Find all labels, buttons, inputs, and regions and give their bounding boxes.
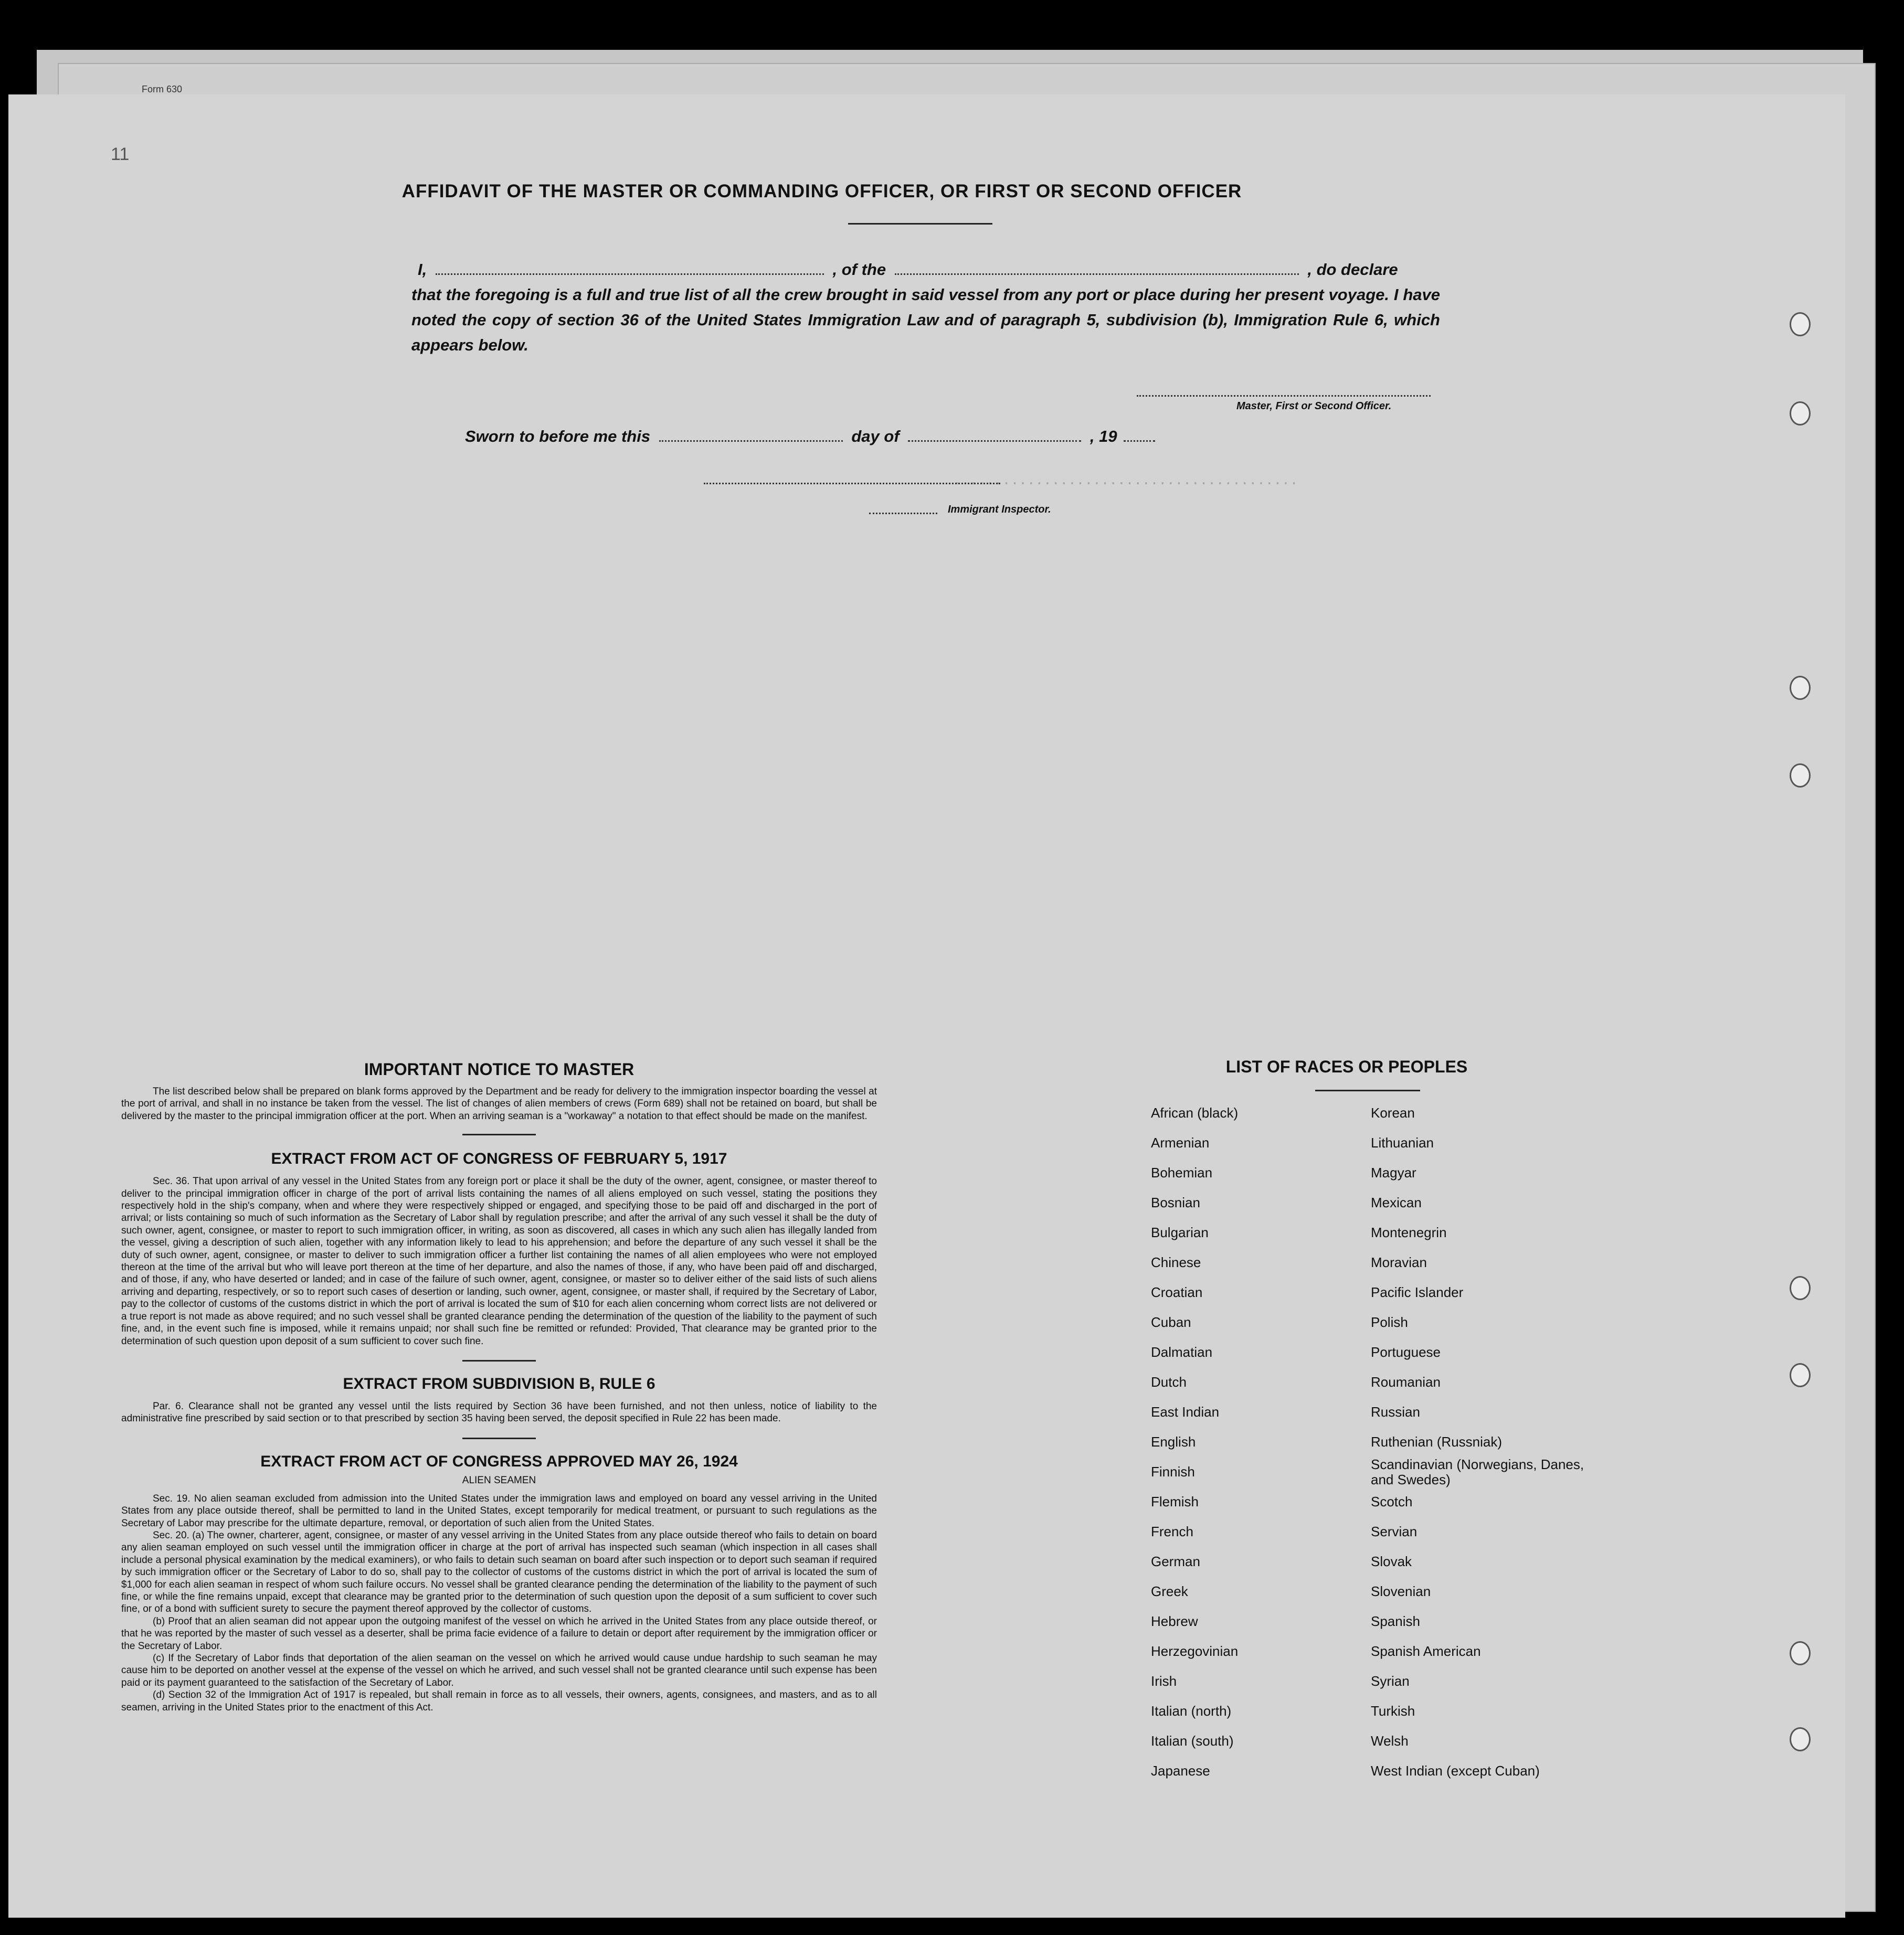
race-item: Flemish (1151, 1494, 1199, 1509)
races-left-column (1151, 1098, 1350, 1786)
race-item: Mexican (1371, 1195, 1422, 1210)
sworn-month-field[interactable] (908, 440, 1081, 442)
race-item: Bulgarian (1151, 1225, 1209, 1240)
day-of-label: day of (851, 427, 900, 445)
race-item: Armenian (1151, 1135, 1210, 1151)
page-number: 11 (111, 144, 130, 164)
race-item: Roumanian (1371, 1374, 1441, 1390)
race-item: Scandinavian (Norwegians, Danes, and Swedes) (1371, 1456, 1584, 1487)
races-right-column (1371, 1098, 1591, 1786)
race-item: Russian (1371, 1404, 1420, 1420)
declarant-prefix: I, (418, 260, 427, 279)
race-item: Portuguese (1371, 1344, 1441, 1360)
of-the-label: , of the (832, 260, 886, 279)
race-item: Cuban (1151, 1314, 1191, 1330)
race-item: Welsh (1371, 1733, 1409, 1749)
race-item: Slovak (1371, 1554, 1412, 1569)
binder-hole (1790, 763, 1811, 788)
extract-1917-body: Sec. 36. That upon arrival of any vessel in the United States from any foreign port or place it shall be the duty of the owner, agent, consignee, or master thereof to deliver to the principal immigration officer in charge of the port of arrival lists containing the names of all aliens employed on such vessel, stating the positions they respectively hold in the ship's company, when and where they were respectively shipped or engaged, and specifying those to be paid off and discharged in the port of arrival; or lists containing so much of such information as the Secretary of Labor shall by regulation prescribe; and after the arrival of any such vessel it shall be the duty of such owner, agent, consignee, or master to report to such immigration officer, in writing, as soon as discovered, all cases in which any such alien has illegally landed from the vessel, giving a description of such alien, together with any information likely to lead to his apprehension; and before the departure of any such vessel it shall be the duty of such owner, agent, consignee, or master to deliver to such immigration officer a further list containing the names of all alien employees who were not employed thereon at the time of the arrival but who will leave port thereon at the time of her departure, and also the names of those, if any, who have been paid off and discharged, and of those, if any, who have deserted or landed; and in case of the failure of such owner, agent, consignee, or master so to deliver either of the said lists of such aliens arriving and departing, respectively, or so to report such cases of desertion or landing, such owner, agent, consignee, or master shall, if required by the Secretary of Labor, pay to the collector of customs of the customs district in which the port of arrival is located the sum of $10 for each alien concerning whom correct lists are not delivered or a true report is not made as above required; and no such vessel shall be granted clearance pending the determination of the question of the liability to the payment of such fine, and, in the event such fine is imposed, while it remains unpaid; nor shall such fine be remitted or refunded: Provided, That clearance may be granted prior to the determination of such question upon deposit of a sum sufficient to cover such fine. (121, 1176, 877, 1347)
inspector-signature-line[interactable] (704, 483, 1000, 484)
notice-body: The list described below shall be prepared on blank forms approved by the Department and be ready for delivery to the immigration inspector boarding the vessel at the port of arrival, and shall in no instance be taken from the vessel. The list of changes of alien members of crews (Form 689) shall not be retained on board, but shall be delivered by the master to the principal immigration officer at the port. When an arriving seaman is a "workaway" a notation to that effect should be made on the manifest. (121, 1086, 877, 1122)
binder-hole (1790, 401, 1811, 426)
race-item: Korean (1371, 1105, 1415, 1121)
form-corner-label: Form 630 (142, 84, 183, 94)
race-item: West Indian (except Cuban) (1371, 1763, 1540, 1779)
race-item: Dutch (1151, 1374, 1187, 1390)
race-item: Pacific Islander (1371, 1284, 1464, 1300)
race-item: Italian (north) (1151, 1703, 1232, 1719)
binder-hole (1790, 1641, 1811, 1665)
inspector-label: Immigrant Inspector. (948, 504, 1051, 515)
race-item: African (black) (1151, 1105, 1239, 1121)
race-item: Servian (1371, 1524, 1418, 1539)
binder-hole (1790, 1276, 1811, 1300)
notice-heading: IMPORTANT NOTICE TO MASTER (364, 1060, 634, 1079)
divider (462, 1438, 536, 1439)
extract-1924-heading: EXTRACT FROM ACT OF CONGRESS APPROVED MAY 26, 1924 (260, 1452, 738, 1470)
race-item: Ruthenian (Russniak) (1371, 1434, 1503, 1450)
declaration-body: that the foregoing is a full and true list of all the crew brought in said vessel from any port or place during her present voyage. I have noted the copy of section 36 of the United States Immigration Law and of paragraph 5, subdivision (b), Immigration Rule 6, which appears below. (411, 285, 1440, 354)
race-item: Slovenian (1371, 1583, 1431, 1599)
name-field[interactable] (436, 273, 824, 275)
sworn-year-field[interactable] (1124, 440, 1155, 442)
binder-hole (1790, 1363, 1811, 1387)
race-item: Scotch (1371, 1494, 1413, 1509)
affidavit-title: AFFIDAVIT OF THE MASTER OR COMMANDING OFFICER, OR FIRST OR SECOND OFFICER (401, 181, 1242, 201)
title-underline (848, 223, 992, 225)
extract-1924-sec20a: Sec. 20. (a) The owner, charterer, agent, consignee, or master of any vessel arriving in the United States from any place outside thereof who fails to detain on board any alien seaman employed on such vessel until the immigration officer in charge at the port of arrival has inspected such seaman (which inspection in all cases shall include a personal physical examination by the medical examiners), or who fails to detain such seaman on board after such inspection or to deport such seaman if required by such immigration officer or the Secretary of Labor to do so, shall pay to the collector of customs of the customs district in which the port of arrival is located the sum of $1,000 for each alien seaman in respect of whom such failure occurs. No vessel shall be granted clearance pending the determination of the liability to the payment of such fine, or while the fine remains unpaid, except that clearance may be granted prior to the determination of such question upon the deposit of a sum sufficient to cover such fine, or of a bond with sufficient surety to secure the payment thereof approved by the collector of customs. (121, 1529, 877, 1615)
signature-line[interactable] (1137, 395, 1431, 397)
extract-1917-heading: EXTRACT FROM ACT OF CONGRESS OF FEBRUARY 5, 1917 (271, 1150, 727, 1168)
race-item: French (1151, 1524, 1193, 1539)
race-item: Irish (1151, 1673, 1177, 1689)
race-item: Polish (1371, 1314, 1408, 1330)
divider (462, 1360, 536, 1362)
bleed-through: .......................................... (953, 472, 1298, 488)
race-item: Lithuanian (1371, 1135, 1434, 1151)
inspector-short-line (869, 513, 937, 514)
race-item: English (1151, 1434, 1196, 1450)
extract-rule6-body: Par. 6. Clearance shall not be granted any vessel until the lists required by Section 36 have been furnished, and not then unless, notice of liability to the administrative fine prescribed by said section or to that prescribed by section 35 having been served, the deposit specified in Rule 22 has been made. (121, 1400, 877, 1424)
race-item: Bosnian (1151, 1195, 1200, 1210)
extract-1924-subheading: ALIEN SEAMEN (462, 1474, 536, 1486)
race-item: Spanish (1371, 1613, 1420, 1629)
race-item: Syrian (1371, 1673, 1410, 1689)
race-item: Moravian (1371, 1254, 1427, 1270)
extract-rule6-heading: EXTRACT FROM SUBDIVISION B, RULE 6 (343, 1375, 655, 1392)
race-item: Montenegrin (1371, 1225, 1447, 1240)
race-item: Dalmatian (1151, 1344, 1213, 1360)
form-page (8, 94, 1845, 1918)
do-declare-label: , do declare (1307, 260, 1398, 279)
race-item: Bohemian (1151, 1165, 1213, 1181)
race-item: Hebrew (1151, 1613, 1198, 1629)
race-item: Turkish (1371, 1703, 1415, 1719)
race-item: Spanish American (1371, 1643, 1481, 1659)
sworn-line (465, 424, 1200, 449)
race-item: Finnish (1151, 1464, 1195, 1480)
signature-label: Master, First or Second Officer. (1236, 400, 1392, 412)
divider (462, 1134, 536, 1135)
race-item: Magyar (1371, 1165, 1416, 1181)
vessel-field[interactable] (895, 273, 1299, 275)
race-item: Chinese (1151, 1254, 1201, 1270)
race-item: East Indian (1151, 1404, 1220, 1420)
binder-hole (1790, 312, 1811, 336)
extract-1924-sec19: Sec. 19. No alien seaman excluded from admission into the United States under the immigration laws and employed on board any vessel arriving in the United States from any place outside thereof, shall be permitted to land in the United States, except temporarily for medical treatment, or pursuant to such regulations as the Secretary of Labor may prescribe for the ultimate departure, removal, or deportation of such alien from the United States. (121, 1493, 877, 1529)
race-item: German (1151, 1554, 1200, 1569)
extract-1924-sec20c: (c) If the Secretary of Labor finds that deportation of the alien seaman on the vessel on which he arrived would cause undue hardship to such seaman he may cause him to be deported on another vessel at the expense of the vessel on which he arrived, and such vessel shall not be granted clearance until such expense has been paid or its payment guaranteed to the satisfaction of the Secretary of Labor. (121, 1653, 877, 1688)
year-prefix: , 19 (1089, 427, 1117, 445)
extract-1924-sec20d: (d) Section 32 of the Immigration Act of 1917 is repealed, but shall remain in force as to all vessels, their owners, agents, consignees, and masters, and as to all seamen, arriving in the United States prior to the enactment of this Act. (121, 1689, 877, 1713)
extract-1924-sec20b: (b) Proof that an alien seaman did not appear upon the outgoing manifest of the vessel on which he arrived in the United States from any place outside thereof, or that he was reported by the master of such vessel as a deserter, shall be prima facie evidence of a failure to detain or deport after requirement by the immigration officer or the Secretary of Labor. (121, 1615, 877, 1652)
race-item: Greek (1151, 1583, 1188, 1599)
notices-column (121, 1060, 877, 1714)
sworn-day-field[interactable] (659, 440, 843, 442)
binder-hole (1790, 676, 1811, 700)
race-item: Croatian (1151, 1284, 1203, 1300)
race-item: Japanese (1151, 1763, 1210, 1779)
binder-hole (1790, 1727, 1811, 1751)
race-item: Italian (south) (1151, 1733, 1234, 1749)
race-item: Herzegovinian (1151, 1643, 1239, 1659)
sworn-prefix: Sworn to before me this (465, 427, 651, 445)
declaration-line (418, 257, 1441, 282)
races-heading: LIST OF RACES OR PEOPLES (1225, 1057, 1468, 1076)
races-underline (1315, 1090, 1420, 1091)
